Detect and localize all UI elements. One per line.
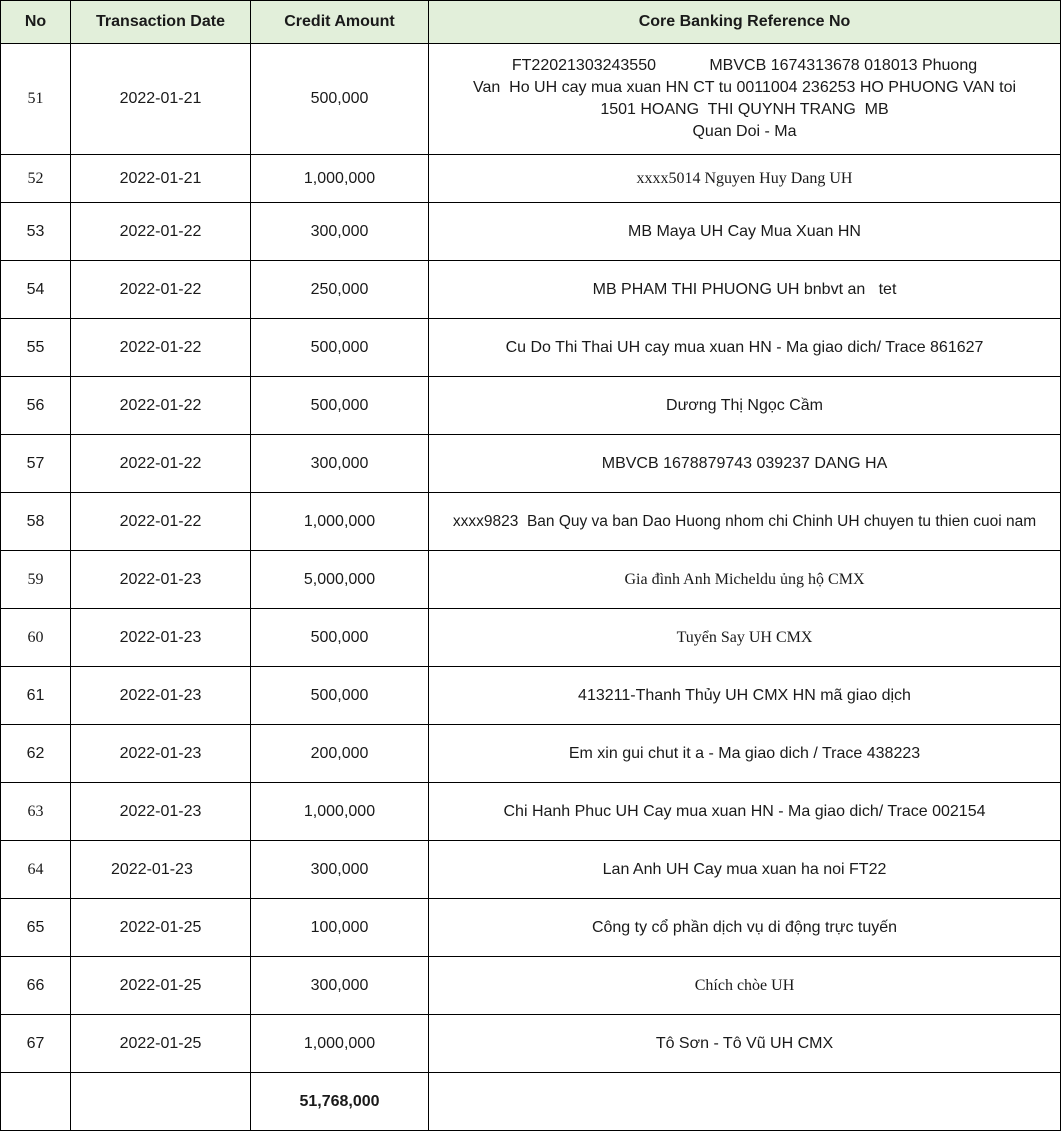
row-date: 2022-01-22 [71, 261, 251, 319]
row-no: 55 [1, 319, 71, 377]
reference-line: 1501 HOANG THI QUYNH TRANG MB [600, 101, 889, 118]
row-amount: 1,000,000 [251, 783, 429, 841]
table-row [1, 44, 1061, 155]
row-amount: 300,000 [251, 435, 429, 493]
row-no: 64 [1, 841, 71, 899]
table-row [1, 493, 1061, 551]
row-amount: 300,000 [251, 203, 429, 261]
row-no: 61 [1, 667, 71, 725]
row-no: 63 [1, 783, 71, 841]
row-reference: Cu Do Thi Thai UH cay mua xuan HN - Ma giao dich/ Trace 861627 [429, 319, 1061, 377]
row-no: 59 [1, 551, 71, 609]
total-amount: 51,768,000 [251, 1073, 429, 1131]
total-no-cell [1, 1073, 71, 1131]
table-row [1, 155, 1061, 203]
reference-line: Van Ho UH cay mua xuan HN CT tu 0011004 236253 HO PHUONG VAN toi [472, 79, 1017, 96]
row-date: 2022-01-22 [71, 377, 251, 435]
row-date: 2022-01-23 [71, 725, 251, 783]
row-amount: 1,000,000 [251, 493, 429, 551]
row-no: 51 [1, 44, 71, 155]
row-no: 58 [1, 493, 71, 551]
row-date: 2022-01-23 [71, 551, 251, 609]
row-no: 52 [1, 155, 71, 203]
row-reference: Em xin gui chut it a - Ma giao dich / Trace 438223 [429, 725, 1061, 783]
row-date: 2022-01-22 [71, 435, 251, 493]
row-amount: 1,000,000 [251, 155, 429, 203]
row-reference [429, 44, 1061, 155]
row-date: 2022-01-23 [71, 841, 251, 899]
header-reference-no: Core Banking Reference No [429, 1, 1061, 44]
header-row [1, 1, 1061, 44]
row-amount: 100,000 [251, 899, 429, 957]
row-date: 2022-01-25 [71, 899, 251, 957]
table-row [1, 783, 1061, 841]
table-row [1, 899, 1061, 957]
row-no: 60 [1, 609, 71, 667]
row-amount: 500,000 [251, 319, 429, 377]
reference-line: FT22021303243550 MBVCB 1674313678 018013 Phuong [511, 57, 978, 74]
table-row [1, 203, 1061, 261]
row-date: 2022-01-22 [71, 203, 251, 261]
table-row [1, 551, 1061, 609]
total-date-cell [71, 1073, 251, 1131]
row-amount: 500,000 [251, 377, 429, 435]
row-no: 62 [1, 725, 71, 783]
row-amount: 250,000 [251, 261, 429, 319]
row-date: 2022-01-25 [71, 957, 251, 1015]
row-reference: Gia đình Anh Micheldu ủng hộ CMX [429, 551, 1061, 609]
row-amount: 300,000 [251, 841, 429, 899]
row-reference: Tuyển Say UH CMX [429, 609, 1061, 667]
total-row [1, 1073, 1061, 1131]
row-no: 57 [1, 435, 71, 493]
row-no: 66 [1, 957, 71, 1015]
row-no: 53 [1, 203, 71, 261]
row-reference: xxxx9823 Ban Quy va ban Dao Huong nhom chi Chinh UH chuyen tu thien cuoi nam [429, 493, 1061, 551]
row-reference: Chi Hanh Phuc UH Cay mua xuan HN - Ma giao dich/ Trace 002154 [429, 783, 1061, 841]
row-amount: 500,000 [251, 44, 429, 155]
row-reference: Chích chòe UH [429, 957, 1061, 1015]
table-row [1, 957, 1061, 1015]
row-amount: 500,000 [251, 609, 429, 667]
row-no: 67 [1, 1015, 71, 1073]
table-row [1, 261, 1061, 319]
row-amount: 300,000 [251, 957, 429, 1015]
row-no: 56 [1, 377, 71, 435]
table-row [1, 377, 1061, 435]
row-amount: 1,000,000 [251, 1015, 429, 1073]
table-row [1, 435, 1061, 493]
row-no: 65 [1, 899, 71, 957]
row-reference: Dương Thị Ngọc Cầm [429, 377, 1061, 435]
row-amount: 500,000 [251, 667, 429, 725]
row-reference: xxxx5014 Nguyen Huy Dang UH [429, 155, 1061, 203]
row-amount: 200,000 [251, 725, 429, 783]
table-row [1, 725, 1061, 783]
row-date: 2022-01-23 [71, 783, 251, 841]
row-no: 54 [1, 261, 71, 319]
row-date: 2022-01-21 [71, 155, 251, 203]
row-reference: Lan Anh UH Cay mua xuan ha noi FT22 [429, 841, 1061, 899]
table-row [1, 319, 1061, 377]
table-row [1, 667, 1061, 725]
row-amount: 5,000,000 [251, 551, 429, 609]
header-credit-amount: Credit Amount [251, 1, 429, 44]
row-date: 2022-01-21 [71, 44, 251, 155]
row-date: 2022-01-25 [71, 1015, 251, 1073]
header-no: No [1, 1, 71, 44]
row-reference: Công ty cổ phần dịch vụ di động trực tuyến [429, 899, 1061, 957]
header-transaction-date: Transaction Date [71, 1, 251, 44]
reference-line: Quan Doi - Ma [692, 123, 797, 140]
row-reference: MBVCB 1678879743 039237 DANG HA [429, 435, 1061, 493]
row-date: 2022-01-23 [71, 609, 251, 667]
row-date: 2022-01-22 [71, 319, 251, 377]
row-reference: MB PHAM THI PHUONG UH bnbvt an tet [429, 261, 1061, 319]
row-reference: MB Maya UH Cay Mua Xuan HN [429, 203, 1061, 261]
table-row [1, 609, 1061, 667]
table-row [1, 1015, 1061, 1073]
row-date: 2022-01-22 [71, 493, 251, 551]
row-reference: 413211-Thanh Thủy UH CMX HN mã giao dịch [429, 667, 1061, 725]
table-row [1, 841, 1061, 899]
row-reference: Tô Sơn - Tô Vũ UH CMX [429, 1015, 1061, 1073]
total-reference-cell [429, 1073, 1061, 1131]
row-date: 2022-01-23 [71, 667, 251, 725]
